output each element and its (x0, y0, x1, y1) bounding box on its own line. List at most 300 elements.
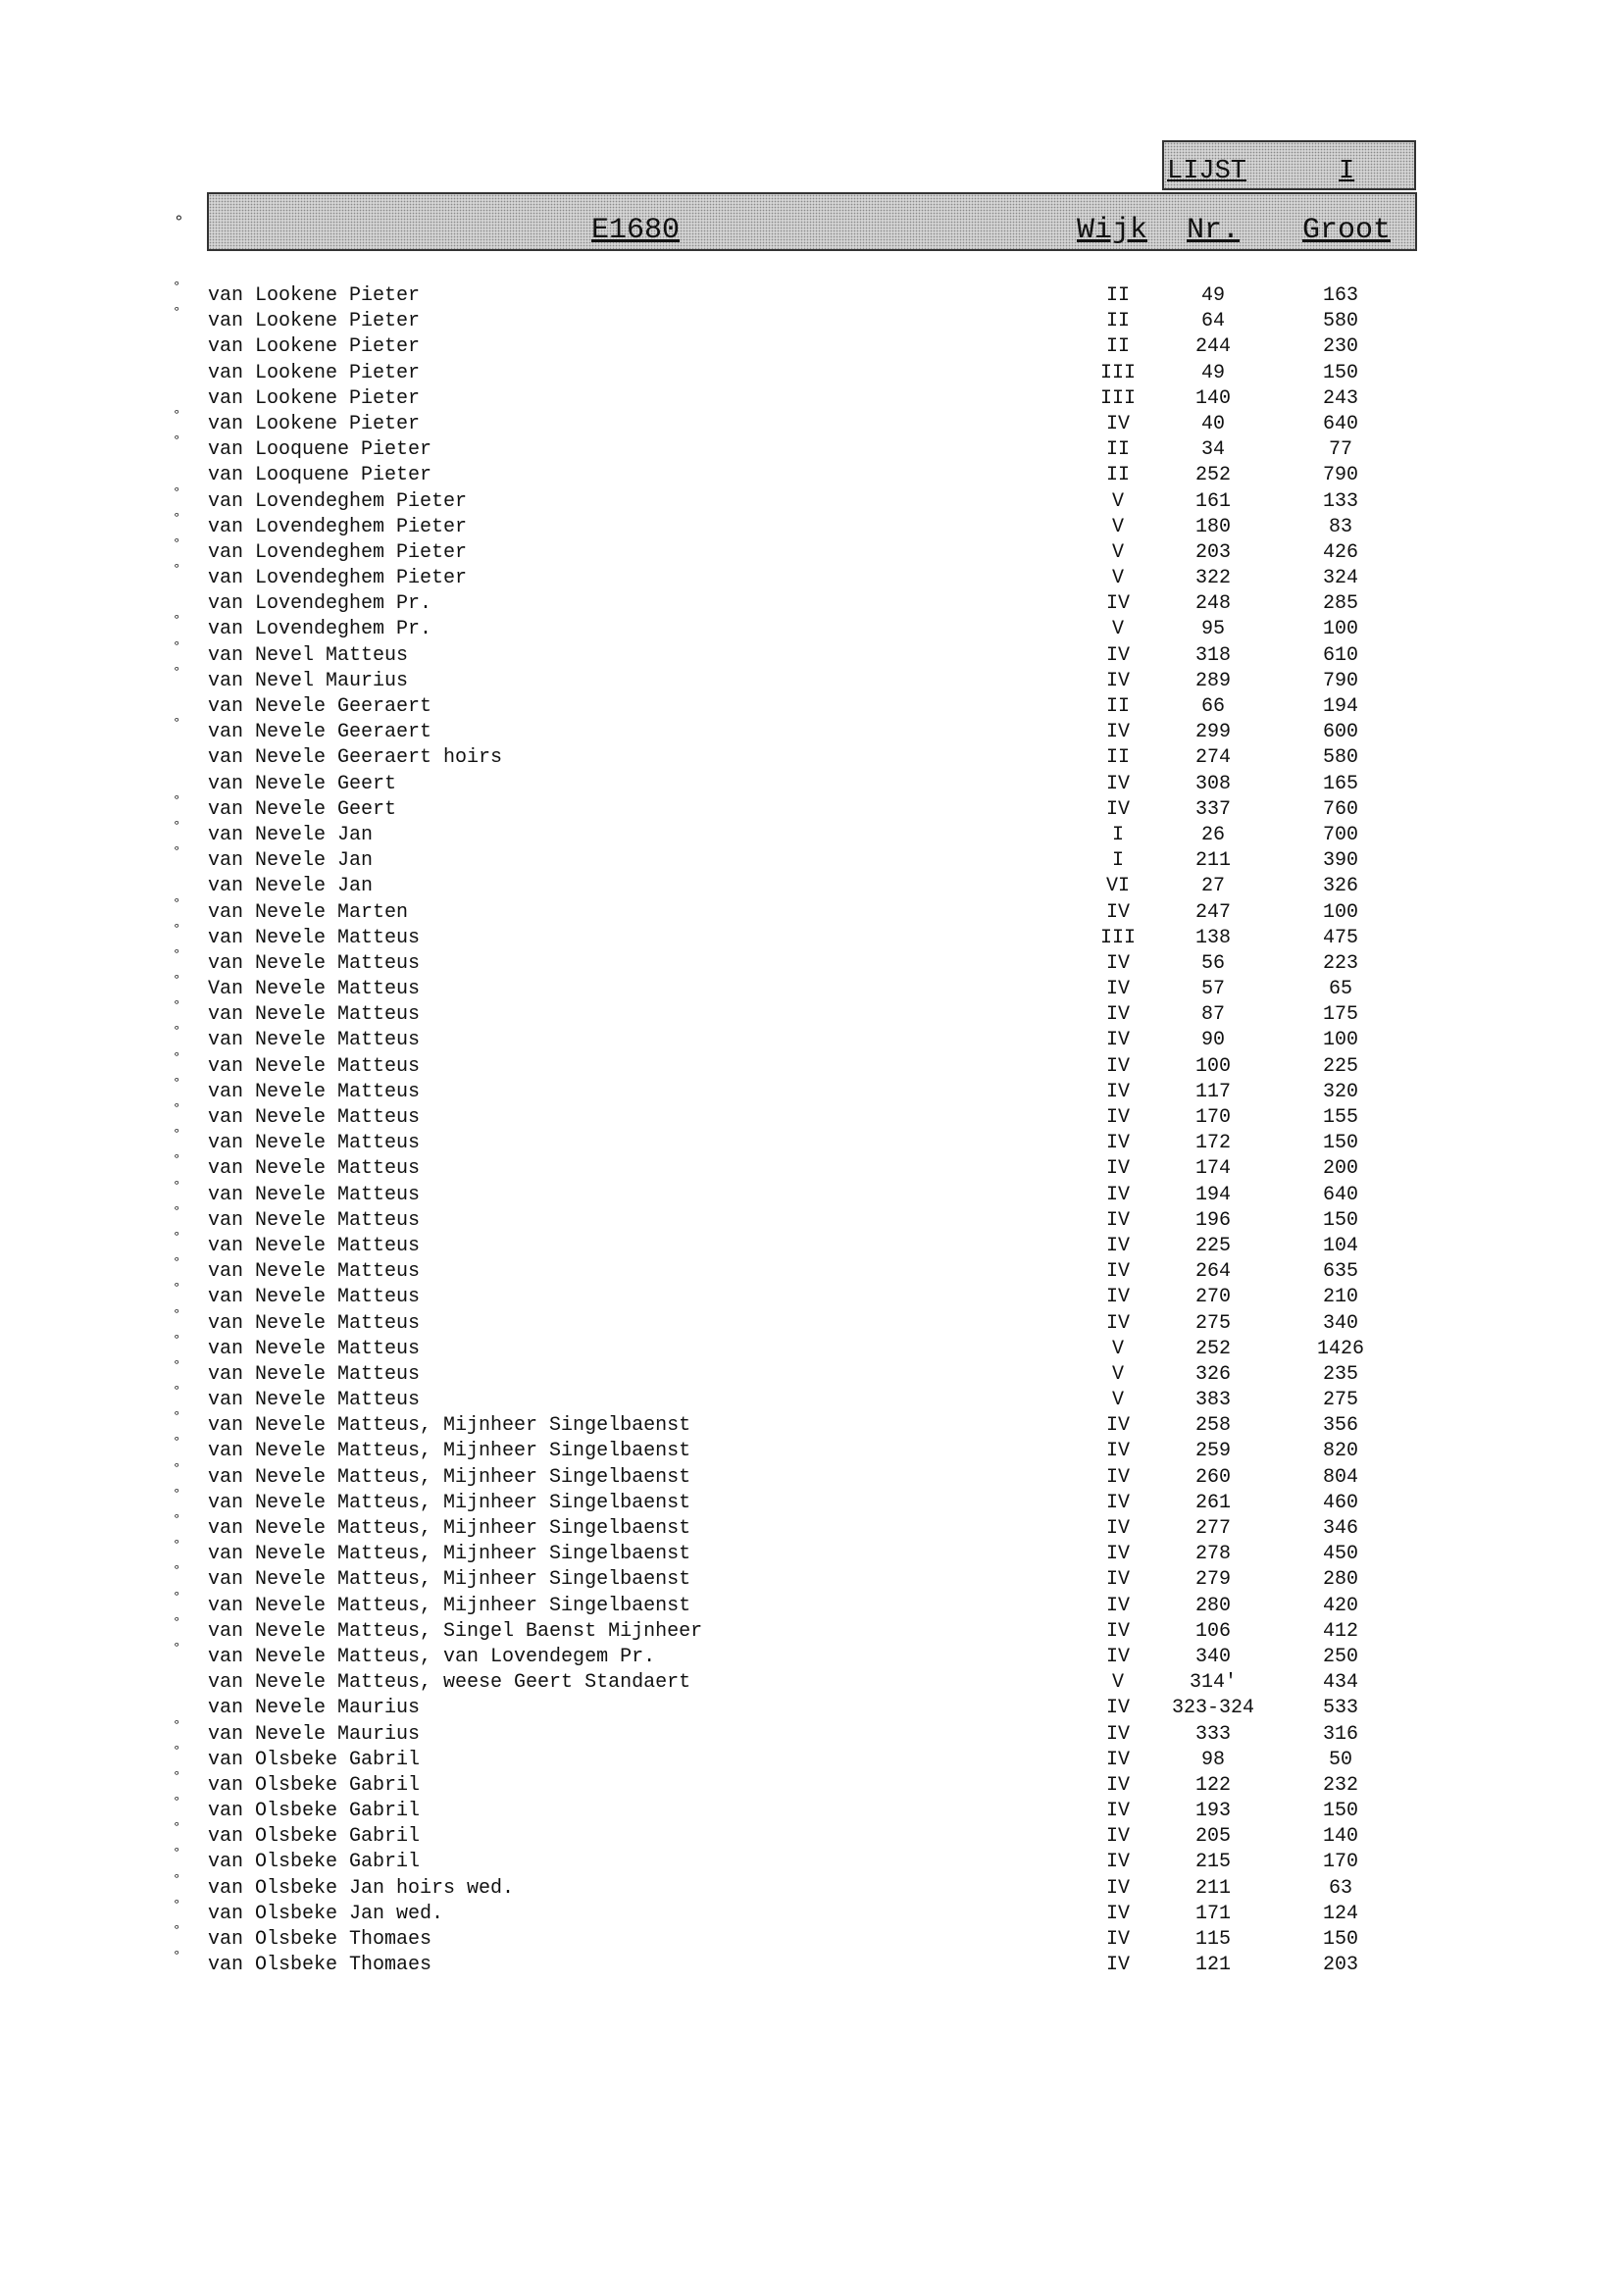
row-nr: 170 (1194, 1106, 1231, 1129)
header-bullet-mark: ° (174, 214, 184, 233)
row-nr: 117 (1194, 1080, 1231, 1103)
table-row (0, 895, 1624, 927)
row-wijk: V (1111, 489, 1124, 513)
row-groot: 140 (1322, 1825, 1358, 1849)
row-nr: 252 (1194, 464, 1231, 487)
row-wijk: IV (1105, 1106, 1130, 1129)
table-row (0, 1768, 1624, 1800)
row-name: van Lookene Pieter (208, 335, 421, 359)
row-wijk: IV (1105, 1851, 1130, 1874)
row-mark: ° (173, 973, 181, 990)
row-groot: 475 (1322, 926, 1358, 949)
row-groot: 412 (1322, 1619, 1358, 1643)
row-name: van Looquene Pieter (208, 438, 432, 462)
row-mark: ° (173, 1384, 181, 1400)
row-groot: 225 (1322, 1054, 1358, 1078)
row-name: van Nevele Matteus (208, 1054, 421, 1078)
table-row (0, 1152, 1624, 1183)
row-mark: ° (173, 535, 181, 552)
row-name: van Nevele Matteus (208, 1311, 421, 1335)
row-name: van Nevele Matteus (208, 1003, 421, 1027)
column-header-nr: Nr. (1187, 214, 1241, 247)
row-name: Van Nevele Matteus (208, 978, 421, 1001)
row-groot: 640 (1322, 412, 1358, 435)
row-name: van Nevele Matteus, Mijnheer Singelbaenst (208, 1594, 691, 1617)
row-wijk: IV (1105, 1800, 1130, 1823)
table-row (0, 1203, 1624, 1235)
row-mark: ° (173, 1563, 181, 1580)
row-nr: 180 (1194, 515, 1231, 538)
row-groot: 760 (1322, 797, 1358, 821)
row-name: van Lovendeghem Pieter (208, 567, 468, 590)
row-name: van Nevele Matteus (208, 926, 421, 949)
row-mark: ° (173, 1923, 181, 1939)
row-wijk: III (1099, 386, 1136, 410)
row-name: van Olsbeke Gabril (208, 1825, 421, 1849)
row-name: van Olsbeke Thomaes (208, 1954, 432, 1977)
row-name: van Nevele Matteus, weese Geert Standaert (208, 1671, 691, 1695)
row-nr: 279 (1194, 1568, 1231, 1592)
row-name: van Nevele Marten (208, 900, 409, 924)
row-groot: 194 (1322, 695, 1358, 718)
table-row (0, 1671, 1624, 1697)
table-row (0, 1589, 1624, 1620)
row-wijk: III (1099, 926, 1136, 949)
row-wijk: V (1111, 515, 1124, 538)
row-wijk: IV (1105, 1825, 1130, 1849)
table-row (0, 1024, 1624, 1054)
row-groot: 610 (1322, 643, 1358, 667)
row-groot: 635 (1322, 1260, 1358, 1284)
row-groot: 450 (1322, 1543, 1358, 1566)
row-nr: 264 (1194, 1260, 1231, 1284)
row-wijk: V (1111, 567, 1124, 590)
row-wijk: IV (1105, 1208, 1130, 1232)
row-nr: 172 (1194, 1132, 1231, 1155)
row-mark: ° (173, 1435, 181, 1451)
row-wijk: V (1111, 618, 1124, 641)
table-row (0, 613, 1624, 643)
row-mark: ° (173, 1127, 181, 1144)
row-mark: ° (173, 844, 181, 861)
row-nr: 115 (1194, 1928, 1231, 1951)
table-row (0, 695, 1624, 721)
row-wijk: IV (1105, 1543, 1130, 1566)
column-header-wijk: Wijk (1077, 214, 1148, 247)
row-groot: 170 (1322, 1851, 1358, 1874)
row-mark: ° (173, 1203, 181, 1220)
table-row (0, 1255, 1624, 1286)
row-mark: ° (173, 1589, 181, 1605)
row-groot: 150 (1322, 1928, 1358, 1951)
row-nr: 270 (1194, 1286, 1231, 1309)
row-nr: 40 (1200, 412, 1225, 435)
row-mark: ° (173, 1486, 181, 1502)
table-row (0, 464, 1624, 489)
row-name: van Lovendeghem Pieter (208, 489, 468, 513)
row-groot: 275 (1322, 1389, 1358, 1412)
row-mark: ° (173, 1614, 181, 1631)
row-nr: 26 (1200, 823, 1225, 846)
row-groot: 100 (1322, 900, 1358, 924)
row-wijk: III (1099, 361, 1136, 384)
row-groot: 326 (1322, 875, 1358, 898)
row-nr: 56 (1200, 951, 1225, 975)
row-nr: 314' (1189, 1671, 1237, 1695)
table-row (0, 1795, 1624, 1825)
row-groot: 790 (1322, 464, 1358, 487)
row-wijk: IV (1105, 1440, 1130, 1463)
table-row (0, 1127, 1624, 1157)
table-row (0, 1871, 1624, 1903)
page-title: E1680 (591, 214, 681, 247)
table-row (0, 1846, 1624, 1876)
row-mark: ° (173, 1332, 181, 1349)
row-name: van Nevele Matteus (208, 1362, 421, 1386)
row-nr: 98 (1200, 1748, 1225, 1771)
row-name: van Nevele Matteus (208, 1106, 421, 1129)
row-groot: 346 (1322, 1517, 1358, 1540)
row-wijk: I (1111, 823, 1124, 846)
table-row (0, 946, 1624, 978)
row-mark: ° (173, 792, 181, 809)
row-groot: 235 (1322, 1362, 1358, 1386)
row-name: van Nevel Matteus (208, 643, 409, 667)
row-groot: 203 (1322, 1954, 1358, 1977)
row-groot: 426 (1322, 540, 1358, 564)
table-row (0, 1049, 1624, 1081)
row-wijk: IV (1105, 643, 1130, 667)
row-name: van Nevele Matteus, Singel Baenst Mijnheer (208, 1619, 703, 1643)
row-wijk: IV (1105, 1003, 1130, 1027)
table-row (0, 407, 1624, 438)
row-wijk: IV (1105, 1954, 1130, 1977)
row-groot: 390 (1322, 849, 1358, 873)
row-name: van Olsbeke Gabril (208, 1800, 421, 1823)
table-row (0, 773, 1624, 798)
table-row (0, 280, 1624, 310)
row-mark: ° (173, 716, 181, 733)
row-mark: ° (173, 1178, 181, 1195)
row-groot: 175 (1322, 1003, 1358, 1027)
table-row (0, 535, 1624, 567)
row-nr: 106 (1194, 1619, 1231, 1643)
row-nr: 64 (1200, 310, 1225, 333)
row-nr: 280 (1194, 1594, 1231, 1617)
row-groot: 790 (1322, 669, 1358, 692)
table-row (0, 1923, 1624, 1954)
row-name: van Lookene Pieter (208, 386, 421, 410)
row-wijk: II (1105, 310, 1130, 333)
row-wijk: IV (1105, 1054, 1130, 1078)
row-name: van Nevele Matteus, Mijnheer Singelbaenst (208, 1568, 691, 1592)
row-mark: ° (173, 1871, 181, 1888)
row-wijk: V (1111, 540, 1124, 564)
row-wijk: VI (1105, 875, 1130, 898)
row-name: van Nevele Jan (208, 849, 374, 873)
row-mark: ° (173, 1846, 181, 1862)
row-name: van Nevele Geeraert (208, 721, 432, 744)
row-wijk: IV (1105, 669, 1130, 692)
row-nr: 27 (1200, 875, 1225, 898)
table-row (0, 1384, 1624, 1414)
row-groot: 250 (1322, 1645, 1358, 1668)
row-nr: 122 (1194, 1773, 1231, 1797)
row-nr: 289 (1194, 669, 1231, 692)
row-wijk: IV (1105, 1132, 1130, 1155)
row-nr: 205 (1194, 1825, 1231, 1849)
row-wijk: V (1111, 1362, 1124, 1386)
table-row (0, 1435, 1624, 1465)
row-groot: 804 (1322, 1465, 1358, 1489)
row-wijk: IV (1105, 1697, 1130, 1720)
table-row (0, 1486, 1624, 1517)
table-row (0, 1512, 1624, 1543)
row-mark: ° (173, 1717, 181, 1734)
row-wijk: IV (1105, 1311, 1130, 1335)
table-row (0, 1614, 1624, 1646)
row-groot: 580 (1322, 310, 1358, 333)
row-groot: 533 (1322, 1697, 1358, 1720)
row-groot: 150 (1322, 1800, 1358, 1823)
row-name: van Nevele Matteus (208, 951, 421, 975)
row-mark: ° (173, 1229, 181, 1246)
row-mark: ° (173, 946, 181, 963)
row-nr: 275 (1194, 1311, 1231, 1335)
row-groot: 163 (1322, 284, 1358, 307)
row-nr: 138 (1194, 926, 1231, 949)
row-groot: 133 (1322, 489, 1358, 513)
row-mark: ° (173, 638, 181, 655)
row-groot: 124 (1322, 1902, 1358, 1925)
table-row (0, 638, 1624, 670)
row-groot: 63 (1328, 1876, 1352, 1900)
row-nr: 140 (1194, 386, 1231, 410)
row-mark: ° (173, 1306, 181, 1323)
row-name: van Nevele Matteus, Mijnheer Singelbaenst (208, 1491, 691, 1514)
row-nr: 90 (1200, 1029, 1225, 1052)
row-mark: ° (173, 613, 181, 630)
row-name: van Lookene Pieter (208, 284, 421, 307)
row-nr: 308 (1194, 772, 1231, 795)
row-wijk: V (1111, 1671, 1124, 1695)
row-nr: 215 (1194, 1851, 1231, 1874)
row-name: van Nevele Maurius (208, 1697, 421, 1720)
row-mark: ° (173, 1795, 181, 1811)
table-row (0, 1075, 1624, 1106)
row-mark: ° (173, 1075, 181, 1092)
row-groot: 150 (1322, 1208, 1358, 1232)
row-mark: ° (173, 921, 181, 938)
row-wijk: II (1105, 746, 1130, 770)
row-nr: 278 (1194, 1543, 1231, 1566)
row-groot: 285 (1322, 592, 1358, 616)
row-name: van Nevele Geert (208, 797, 397, 821)
row-nr: 252 (1194, 1337, 1231, 1360)
table-row (0, 335, 1624, 361)
row-groot: 100 (1322, 1029, 1358, 1052)
table-row (0, 305, 1624, 335)
row-nr: 49 (1200, 361, 1225, 384)
row-nr: 87 (1200, 1003, 1225, 1027)
row-nr: 171 (1194, 1902, 1231, 1925)
row-wijk: IV (1105, 1491, 1130, 1514)
table-row (0, 664, 1624, 695)
row-groot: 316 (1322, 1722, 1358, 1746)
row-nr: 66 (1200, 695, 1225, 718)
row-name: van Nevele Matteus (208, 1286, 421, 1309)
row-wijk: IV (1105, 1928, 1130, 1951)
row-wijk: I (1111, 849, 1124, 873)
table-row (0, 362, 1624, 387)
row-name: van Nevele Matteus, Mijnheer Singelbaenst (208, 1465, 691, 1489)
row-name: van Nevele Matteus (208, 1337, 421, 1360)
table-row (0, 1563, 1624, 1594)
row-groot: 580 (1322, 746, 1358, 770)
row-name: van Olsbeke Gabril (208, 1773, 421, 1797)
row-wijk: II (1105, 438, 1130, 462)
row-groot: 243 (1322, 386, 1358, 410)
row-nr: 326 (1194, 1362, 1231, 1386)
row-name: van Nevele Matteus, Mijnheer Singelbaenst (208, 1517, 691, 1540)
row-mark: ° (173, 484, 181, 501)
row-nr: 258 (1194, 1414, 1231, 1438)
row-name: van Nevele Matteus, Mijnheer Singelbaenst (208, 1440, 691, 1463)
table-row (0, 1640, 1624, 1671)
row-wijk: II (1105, 335, 1130, 359)
table-row (0, 792, 1624, 824)
row-wijk: II (1105, 284, 1130, 307)
row-wijk: IV (1105, 1465, 1130, 1489)
row-name: van Nevele Jan (208, 823, 374, 846)
row-mark: ° (173, 510, 181, 527)
row-nr: 34 (1200, 438, 1225, 462)
row-nr: 318 (1194, 643, 1231, 667)
row-name: van Olsbeke Thomaes (208, 1928, 432, 1951)
row-nr: 323-324 (1171, 1697, 1254, 1720)
row-nr: 383 (1194, 1389, 1231, 1412)
table-row (0, 1820, 1624, 1851)
row-nr: 261 (1194, 1491, 1231, 1514)
row-groot: 600 (1322, 721, 1358, 744)
row-wijk: IV (1105, 1645, 1130, 1668)
row-mark: ° (173, 1538, 181, 1554)
table-row (0, 998, 1624, 1029)
row-wijk: IV (1105, 1619, 1130, 1643)
row-name: van Olsbeke Jan hoirs wed. (208, 1876, 515, 1900)
row-name: van Nevele Matteus (208, 1132, 421, 1155)
row-nr: 174 (1194, 1157, 1231, 1181)
row-mark: ° (173, 433, 181, 450)
row-wijk: IV (1105, 1286, 1130, 1309)
row-groot: 230 (1322, 335, 1358, 359)
row-mark: ° (173, 1281, 181, 1298)
row-name: van Lovendeghem Pieter (208, 540, 468, 564)
row-nr: 340 (1194, 1645, 1231, 1668)
row-nr: 322 (1194, 567, 1231, 590)
table-row (0, 1460, 1624, 1492)
row-name: van Olsbeke Jan wed. (208, 1902, 444, 1925)
row-mark: ° (173, 1024, 181, 1041)
row-wijk: V (1111, 1337, 1124, 1360)
row-groot: 155 (1322, 1106, 1358, 1129)
row-name: van Nevele Matteus (208, 1080, 421, 1103)
row-name: van Nevele Matteus, Mijnheer Singelbaenst (208, 1414, 691, 1438)
row-wijk: IV (1105, 900, 1130, 924)
row-nr: 211 (1194, 849, 1231, 873)
row-mark: ° (173, 1101, 181, 1117)
row-mark: ° (173, 895, 181, 912)
row-nr: 337 (1194, 797, 1231, 821)
row-wijk: IV (1105, 1029, 1130, 1052)
table-row (0, 1306, 1624, 1338)
row-groot: 460 (1322, 1491, 1358, 1514)
table-row (0, 1743, 1624, 1774)
table-row (0, 1949, 1624, 1979)
table-row (0, 973, 1624, 1003)
row-nr: 299 (1194, 721, 1231, 744)
row-wijk: IV (1105, 1183, 1130, 1206)
row-name: van Nevel Maurius (208, 669, 409, 692)
row-wijk: II (1105, 464, 1130, 487)
row-groot: 50 (1328, 1748, 1352, 1771)
row-wijk: IV (1105, 1234, 1130, 1257)
table-row (0, 562, 1624, 592)
row-groot: 65 (1328, 978, 1352, 1001)
row-groot: 104 (1322, 1234, 1358, 1257)
list-label: LIJST (1167, 157, 1247, 186)
row-mark: ° (173, 280, 181, 295)
row-mark: ° (173, 1460, 181, 1477)
row-wijk: IV (1105, 1157, 1130, 1181)
row-wijk: IV (1105, 1260, 1130, 1284)
table-row (0, 875, 1624, 900)
row-mark: ° (173, 664, 181, 681)
row-nr: 259 (1194, 1440, 1231, 1463)
row-nr: 211 (1194, 1876, 1231, 1900)
row-wijk: IV (1105, 412, 1130, 435)
table-row (0, 1897, 1624, 1928)
row-mark: ° (173, 1820, 181, 1837)
row-name: van Lovendeghem Pr. (208, 592, 432, 616)
row-mark: ° (173, 1255, 181, 1272)
row-wijk: IV (1105, 592, 1130, 616)
table-row (0, 484, 1624, 516)
row-wijk: IV (1105, 1902, 1130, 1925)
row-nr: 277 (1194, 1517, 1231, 1540)
row-groot: 200 (1322, 1157, 1358, 1181)
row-groot: 100 (1322, 618, 1358, 641)
row-wijk: IV (1105, 1773, 1130, 1797)
row-mark: ° (173, 1512, 181, 1528)
row-wijk: IV (1105, 1722, 1130, 1746)
row-nr: 193 (1194, 1800, 1231, 1823)
row-wijk: IV (1105, 797, 1130, 821)
row-name: van Lookene Pieter (208, 310, 421, 333)
row-wijk: IV (1105, 1568, 1130, 1592)
row-groot: 83 (1328, 515, 1352, 538)
table-row (0, 1538, 1624, 1568)
row-groot: 356 (1322, 1414, 1358, 1438)
row-nr: 100 (1194, 1054, 1231, 1078)
row-mark: ° (173, 1152, 181, 1169)
row-nr: 260 (1194, 1465, 1231, 1489)
row-wijk: IV (1105, 1594, 1130, 1617)
row-name: van Nevele Matteus (208, 1260, 421, 1284)
table-row (0, 1357, 1624, 1389)
row-groot: 324 (1322, 567, 1358, 590)
table-row (0, 1697, 1624, 1722)
